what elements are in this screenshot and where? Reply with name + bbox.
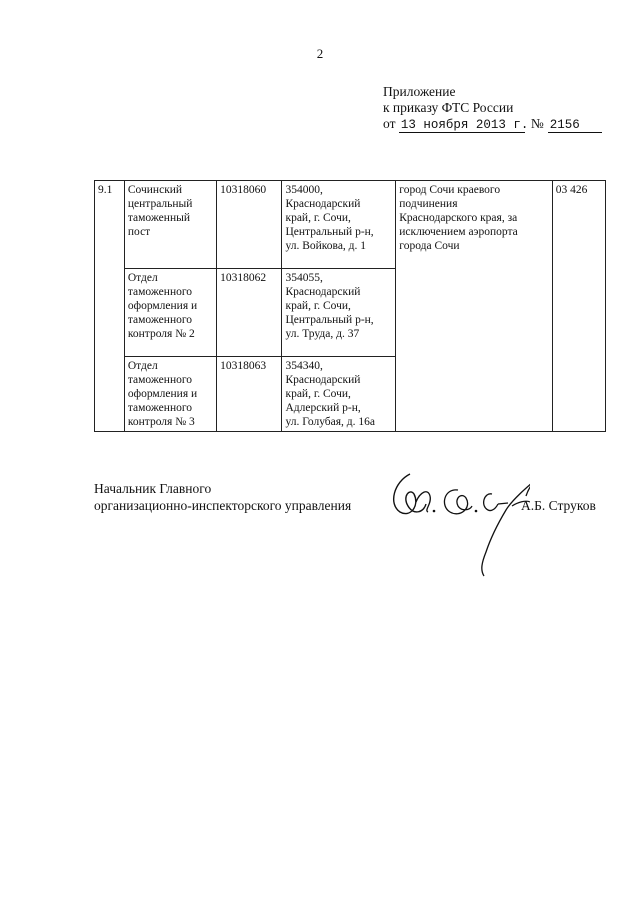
signer-name: А.Б. Струков (521, 498, 596, 513)
post-address (282, 269, 396, 357)
jurisdiction-zone (396, 181, 553, 432)
post-name-line: таможенный (127, 212, 190, 224)
post-name-line: контроля № 3 (127, 416, 195, 428)
appendix-header (383, 84, 602, 133)
zone-line: города Сочи (399, 240, 460, 252)
address-line: 354000, (285, 184, 323, 196)
signer-position-line1: Начальник Главного (94, 481, 212, 496)
order-number-sign: № (530, 116, 544, 131)
address-line: Краснодарский (285, 286, 361, 298)
zone-line: подчинения (399, 198, 458, 210)
zone-line: Краснодарского края, за (399, 212, 518, 224)
post-name-line: таможенного (127, 314, 193, 326)
post-address (282, 181, 396, 269)
post-name-line: оформления и (127, 388, 198, 400)
zone-line: город Сочи краевого (399, 184, 501, 196)
handwritten-signature (380, 462, 530, 582)
address-line: ул. Труда, д. 37 (285, 328, 360, 340)
order-number: 2156 (548, 118, 602, 133)
post-name-line: Отдел (127, 272, 158, 284)
signer-position (94, 480, 351, 514)
post-name (124, 269, 216, 357)
post-name (124, 357, 216, 432)
post-name-line: центральный (127, 198, 193, 210)
address-line: ул. Голубая, д. 16а (285, 416, 375, 428)
post-address (282, 357, 396, 432)
post-name-line: контроля № 2 (127, 328, 195, 340)
address-line: Краснодарский (285, 374, 361, 386)
address-line: край, г. Сочи, (285, 388, 351, 400)
post-name-line: Сочинский (127, 184, 183, 196)
address-line: Адлерский р-н, (285, 402, 361, 414)
order-line (383, 116, 602, 133)
customs-posts-table (94, 180, 606, 432)
post-name-line: таможенного (127, 374, 193, 386)
page-number: 2 (316, 46, 324, 61)
address-line: 354055, (285, 272, 323, 284)
address-line: 354340, (285, 360, 323, 372)
row-number: 9.1 (95, 181, 125, 432)
post-name-line: пост (127, 226, 151, 238)
address-line: Центральный р-н, (285, 226, 374, 238)
address-line: край, г. Сочи, (285, 212, 351, 224)
zone-line: исключением аэропорта (399, 226, 518, 238)
address-line: Краснодарский (285, 198, 361, 210)
post-name-line: Отдел (127, 360, 158, 372)
post-name-line: таможенного (127, 286, 193, 298)
appendix-subtitle: к приказу ФТС России (383, 100, 514, 115)
address-line: Центральный р-н, (285, 314, 374, 326)
post-name (124, 181, 216, 269)
post-name-line: таможенного (127, 402, 193, 414)
order-date: 13 ноября 2013 г. (400, 118, 529, 132)
appendix-title: Приложение (383, 84, 456, 99)
post-code: 10318062 (217, 269, 282, 357)
order-date-prefix: от (383, 116, 396, 131)
post-name-line: оформления и (127, 300, 198, 312)
address-line: край, г. Сочи, (285, 300, 351, 312)
address-line: ул. Войкова, д. 1 (285, 240, 367, 252)
post-code: 10318063 (217, 357, 282, 432)
signer-position-line2: организационно-инспекторского управления (94, 498, 352, 513)
post-code: 10318060 (217, 181, 282, 269)
table-row (95, 181, 606, 269)
territory-code: 03 426 (552, 181, 605, 432)
